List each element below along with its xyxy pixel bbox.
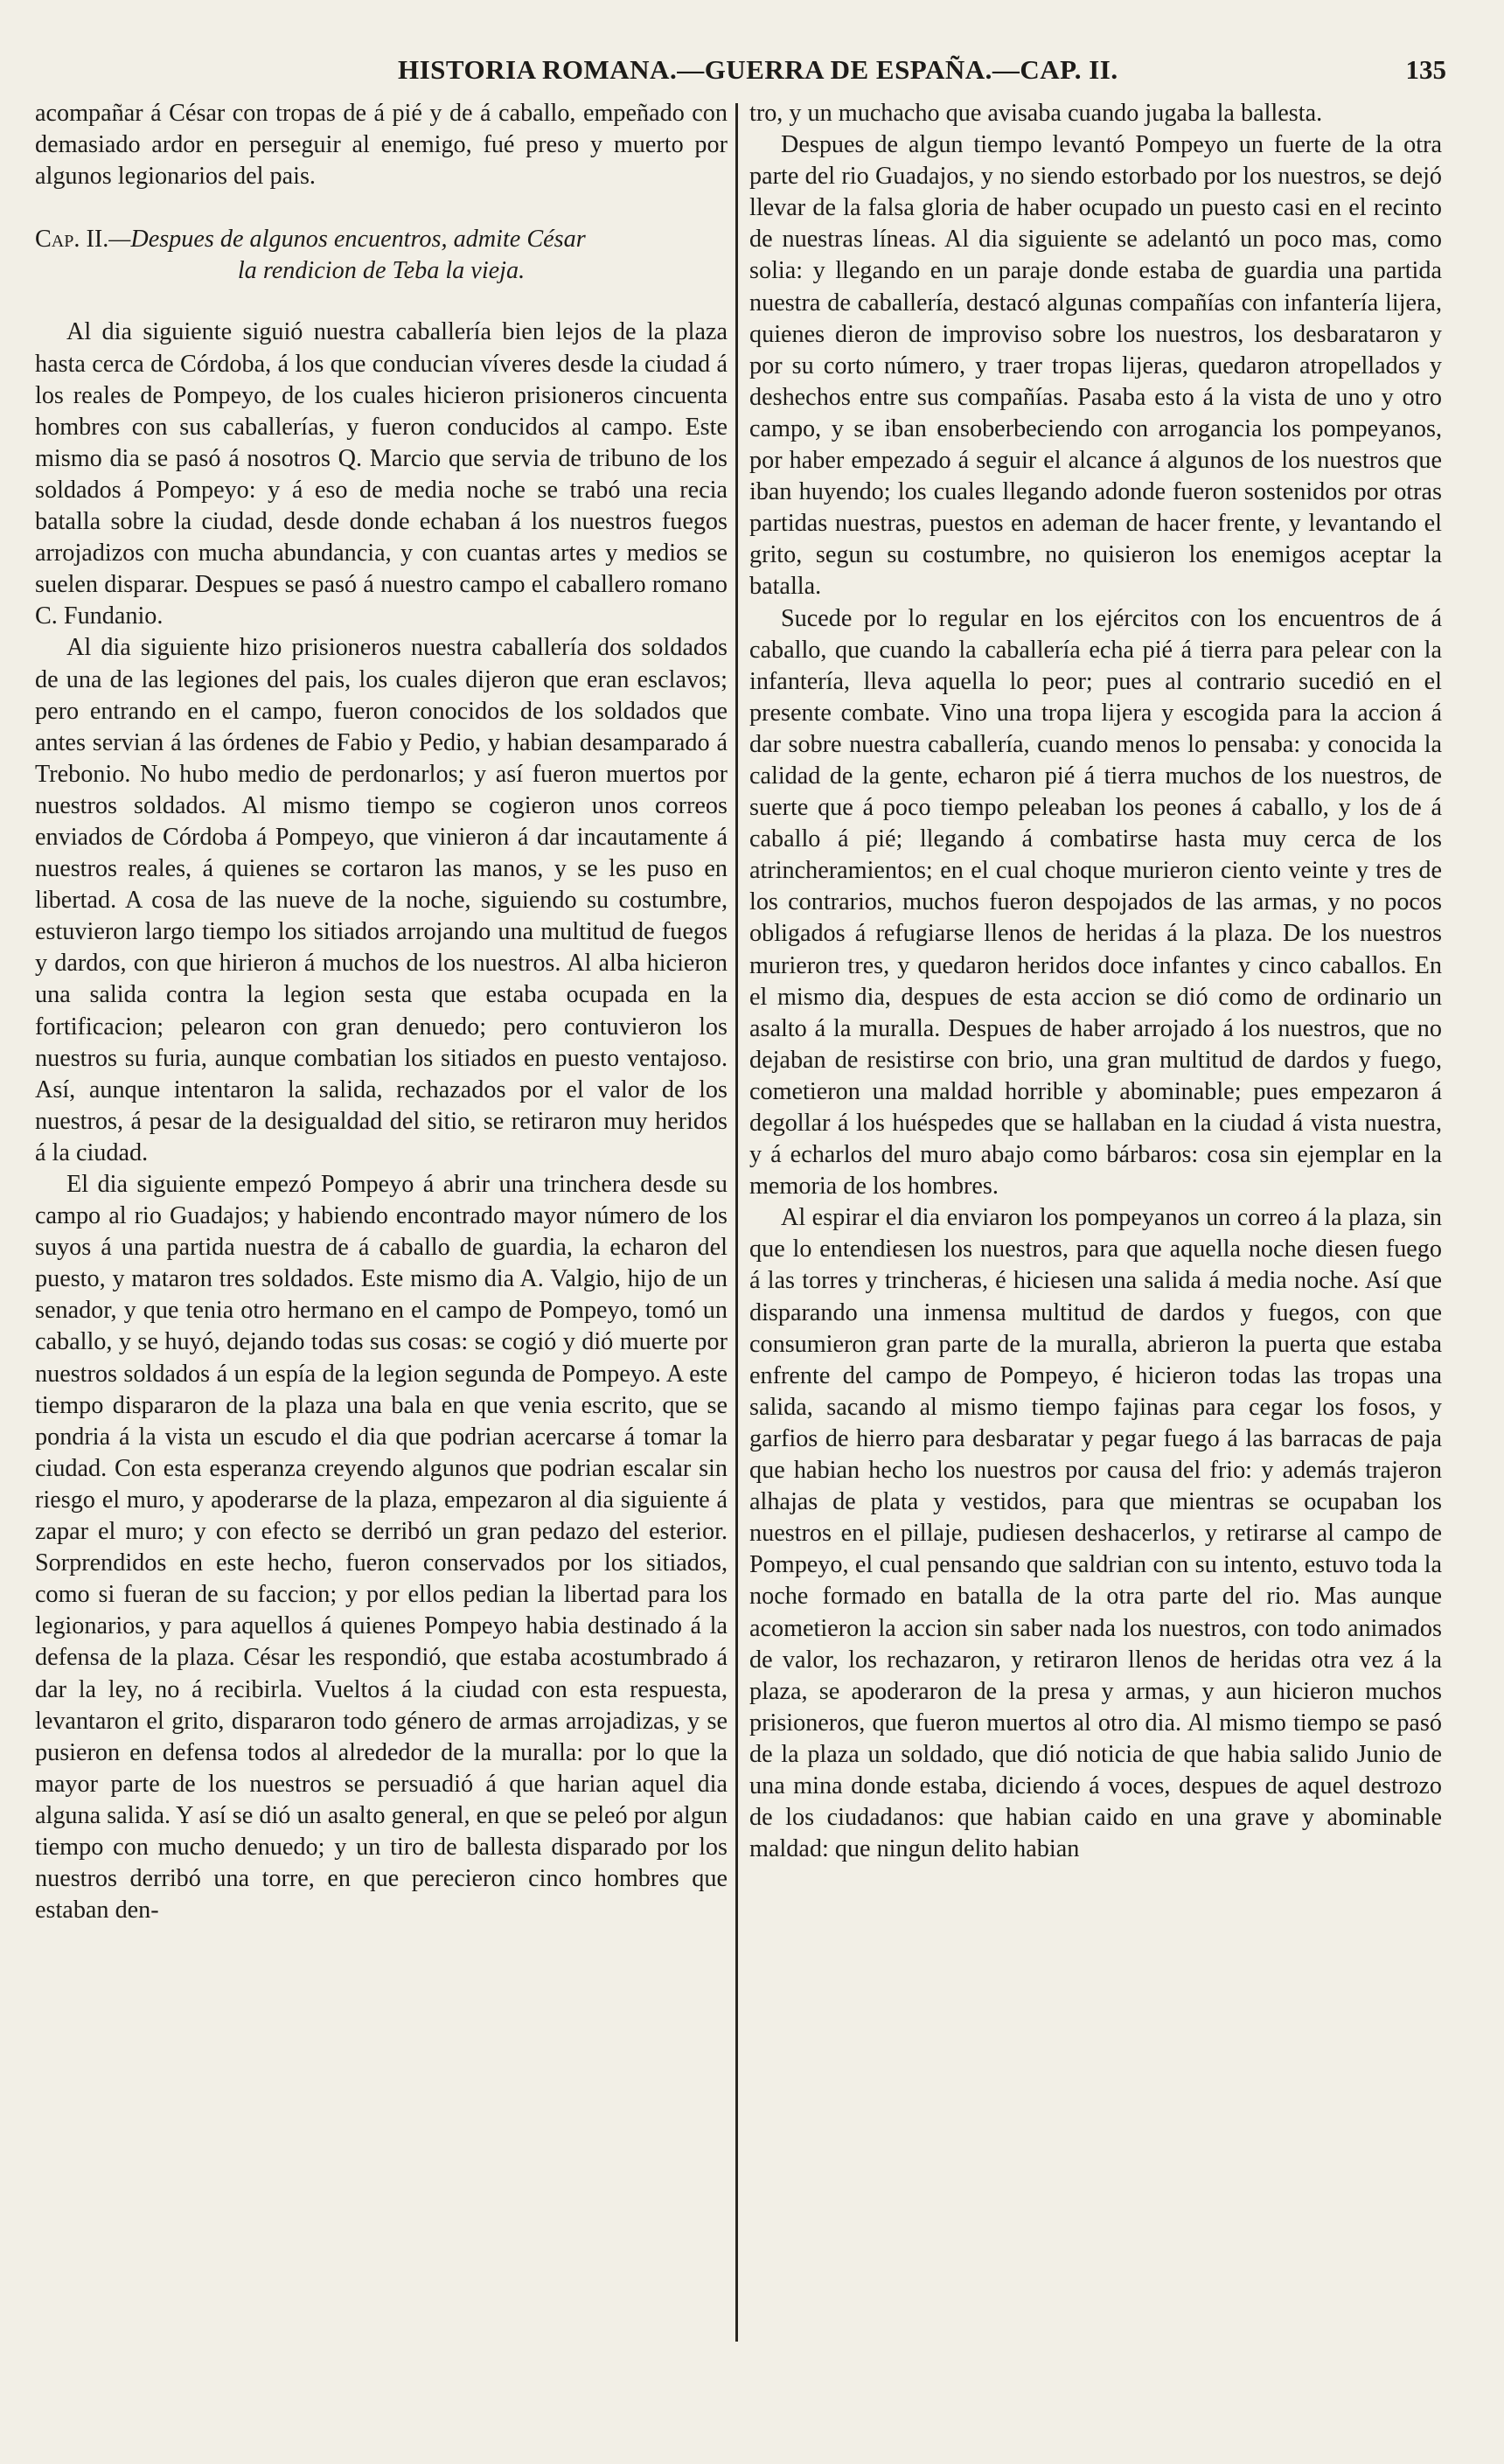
running-header xyxy=(52,54,1452,98)
chapter-title-line2: la rendicion de Teba la vieja. xyxy=(237,257,526,285)
paragraph: tro, y un muchacho que avisaba cuando jugaba la ballesta. xyxy=(749,100,1323,127)
paragraph: El dia siguiente empezó Pompeyo á abrir una trinchera desde su campo al rio Guadajos; y habiendo encontrado mayor número de los suyos á una partida nuestra de á caballo de guardia, la echaron del puesto, y mataron tres soldados. Este mismo dia A. Valgio, hijo de un senador, y que tenia otro hermano en el campo de Pompeyo, tomó un caballo, y se huyó, dejando todas sus cosas: se cogió y dió muerte por nuestros soldados á un espía de la legion segunda de Pompeyo. A este tiempo dispararon de la plaza una bala en que venia escrito, que se pondria á la vista un escudo el dia que podrian acercarse á tomar la ciudad. Con esta esperanza creyendo algunos que podrian escalar sin riesgo el muro, y apoderarse de la plaza, empezaron al dia siguiente á zapar el muro; y con efecto se derribó un gran pedazo del esterior. Sorprendidos en este hecho, fueron conservados por los sitiados, como si fueran de su faccion; y por ellos pedian la libertad para los legionarios, y para aquellos á quienes Pompeyo habia destinado á la defensa de la plaza. César les respondió, que estaba acostumbrado á dar la ley, no á recibirla. Vueltos á la ciudad con esta respuesta, levantaron el grito, dispararon todo género de armas arrojadizas, y se pusieron en defensa todos al alrededor de la muralla: por lo que la mayor parte de los nuestros se persuadió á que harian aquel dia alguna salida. Y así se dió un asalto general, en que se peleó por algun tiempo con mucho denuedo; y un tiro de ballesta disparado por los nuestros derribó una torre, en que perecieron cinco hombres que estaban den- xyxy=(35,1171,728,1925)
paragraph: Al dia siguiente hizo prisioneros nuestra caballería dos soldados de una de las legiones del pais, los cuales dijeron que eran esclavos; pero entrando en el campo, fueron conocidos de los soldados que antes servian á las órdenes de Fabio y Pedio, y habian desamparado á Trebonio. No hubo medio de perdonarlos; y así fueron muertos por nuestros soldados. Al mismo tiempo se cogieron unos correos enviados de Córdoba á Pompeyo, que vinieron á dar incautamente á nuestros reales, á quienes se cortaron las manos, y se les puso en libertad. A cosa de las nueve de la noche, siguiendo su costumbre, estuvieron largo tiempo los sitiados arrojando una multitud de fuegos y dardos, con que hirieron á muchos de los nuestros. Al alba hicieron una salida contra la legion sesta que estaba ocupada en la fortificacion; pelearon con gran denuedo; pero contuvieron los nuestros su furia, aunque combatian los sitiados en puesto ventajoso. Así, aunque intentaron la salida, rechazados por el valor de los nuestros, á pesar de la desigualdad del sitio, se retiraron muy heridos á la ciudad. xyxy=(35,634,728,1166)
paragraph: Al dia siguiente siguió nuestra caballería bien lejos de la plaza hasta cerca de Córdoba, á los que conducian víveres desde la ciudad á los reales de Pompeyo, de los cuales hicieron prisioneros cincuenta hombres con sus caballerías, y fueron conducidos al campo. Este mismo dia se pasó á nosotros Q. Marcio que servia de tribuno de los soldados á Pompeyo: y á eso de media noche se trabó una recia batalla sobre la ciudad, desde donde echaban á los nuestros fuegos arrojadizos con mucha abundancia, y con cuantas artes y medios se suelen disparar. Despues se pasó á nuestro campo el caballero romano C. Fundanio. xyxy=(35,318,728,630)
left-column xyxy=(35,98,728,1926)
page-number: 135 xyxy=(1405,54,1446,85)
chapter-title-line1: —Despues de algunos encuentros, admite César xyxy=(108,226,586,254)
chapter-label: Cap. II. xyxy=(35,226,109,254)
column-divider xyxy=(735,103,738,2342)
header-title: HISTORIA ROMANA.—GUERRA DE ESPAÑA.—CAP. II. xyxy=(398,54,1118,85)
paragraph: Sucede por lo regular en los ejércitos con los encuentros de á caballo, que cuando la caballería echa pié á tierra para pelear con la infantería, lleva aquella lo peor; pues al contrario sucedió en el presente combate. Vino una tropa lijera y escogida para la accion á dar sobre nuestra caballería, cuando menos lo pensaba: y conocida la calidad de la gente, echaron pié á tierra muchos de los nuestros, de suerte que á poco tiempo peleaban los peones á caballo, y los de á caballo á pié; llegando á combatirse hasta muy cerca de los atrincheramientos; en el cual choque murieron ciento veinte y tres de los contrarios, muchos fueron despojados de las armas, y no pocos obligados á refugiarse llenos de heridas á la plaza. De los nuestros murieron tres, y quedaron heridos doce infantes y cinco caballos. En el mismo dia, despues de esta accion se dió como de ordinario un asalto á la muralla. Despues de haber arrojado á los nuestros, que no dejaban de resistirse con brio, una gran multitud de dardos y fuego, cometieron una maldad horrible y abominable; pues empezaron á degollar á los huéspedes que se hallaban en la ciudad á vista nuestra, y á echarlos del muro abajo como bárbaros: cosa sin ejemplar en la memoria de los hombres. xyxy=(749,604,1442,1201)
chapter-heading xyxy=(35,224,728,287)
right-column xyxy=(749,98,1442,1865)
paragraph: Al espirar el dia enviaron los pompeyanos un correo á la plaza, sin que lo entendiesen los nuestros, para que aquella noche diesen fuego á las torres y trincheras, é hiciesen una salida á media noche. Así que disparando una inmensa multitud de dardos y fuegos, con que consumieron gran parte de la muralla, abrieron la puerta que estaba enfrente del campo de Pompeyo, é hicieron todas las tropas una salida, sacando al mismo tiempo fajinas para cegar los fosos, y garfios de hierro para desbaratar y pegar fuego á las barracas de paja que habian hecho los nuestros por causa del frio: y además trajeron alhajas de plata y vestidos, para que mientras se ocupaban los nuestros en el pillaje, pudiesen deshacerlos, y retirarse al campo de Pompeyo, el cual pensando que saldrian con su intento, estuvo toda la noche formado en batalla de la otra parte del rio. Mas aunque acometieron la accion sin saber nada los nuestros, con todo animados de valor, los rechazaron, y retiraron llenos de heridas otra vez á la plaza, se apoderaron de la presa y armas, y aun hicieron muchos prisioneros, que fueron muertos al otro dia. Al mismo tiempo se pasó de la plaza un soldado, que dió noticia de que habia salido Junio de una mina donde estaba, diciendo á voces, despues de aquel destrozo de los ciudadanos: que habian caido en una grave y abominable maldad: que ningun delito habian xyxy=(749,1204,1442,1863)
paragraph: Despues de algun tiempo levantó Pompeyo un fuerte de la otra parte del rio Guadajos, y no siendo estorbado por los nuestros, se dejó llevar de la falsa gloria de haber ocupado un puesto casi en el recinto de nuestras líneas. Al dia siguiente se adelantó un poco mas, como solia: y llegando en un paraje donde estaba de guardia una partida nuestra de caballería, destacó algunas compañías con infantería lijera, quienes dieron de improviso sobre los nuestros, los desbarataron y por su corto número, y traer tropas lijeras, quedaron atropellados y deshechos entre sus compañías. Pasaba esto á la vista de uno y otro campo, y se iban ensoberbeciendo con arrogancia los pompeyanos, por haber empezado á seguir el alcance á algunos de los nuestros que iban huyendo; los cuales llegando adonde fueron sostenidos por otras partidas nuestras, puestos en ademan de hacer frente, y levantando el grito, segun su costumbre, no quisieron los enemigos aceptar la batalla. xyxy=(749,131,1442,601)
paragraph: acompañar á César con tropas de á pié y de á caballo, empeñado con demasiado ardor en perseguir al enemigo, fué preso y muerto por algunos legionarios del pais. xyxy=(35,100,728,191)
